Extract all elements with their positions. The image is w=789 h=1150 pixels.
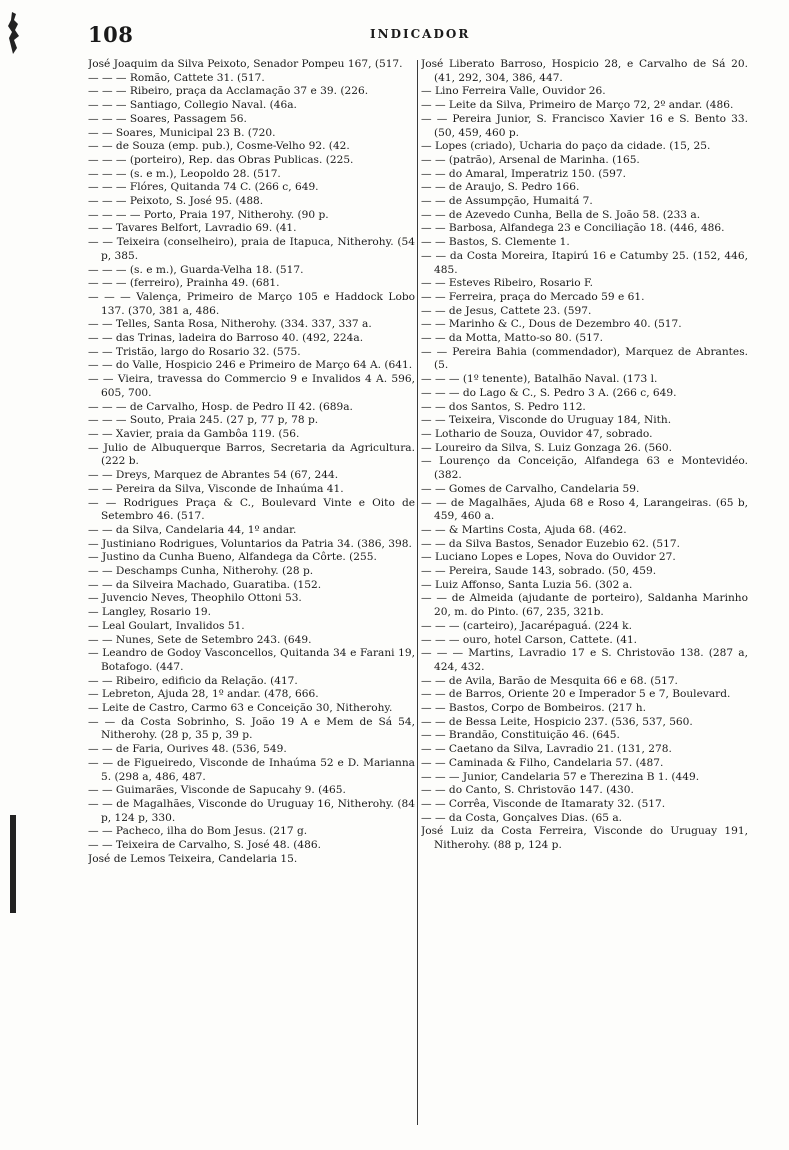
directory-entry: — — Marinho & C., Dous de Dezembro 40. (517. [421, 318, 682, 331]
directory-entry: — — Caminada & Filho, Candelaria 57. (487. [421, 756, 664, 769]
directory-entry: — — da Costa Moreira, Itapirú 16 e Catumby 25. (152, 446, 485. [421, 249, 748, 276]
directory-entry: — — — Romão, Cattete 31. (517. [88, 71, 265, 84]
directory-entry: — — de Almeida (ajudante de porteiro), Saldanha Marinho 20, m. do Pinto. (67, 235, 321b. [421, 592, 748, 619]
directory-entry: — Lopes (criado), Ucharia do paço da cidade. (15, 25. [421, 140, 711, 153]
directory-entry: — Lothario de Souza, Ouvidor 47, sobrado. [421, 427, 653, 440]
directory-entry: — — — Martins, Lavradio 17 e S. Christovão 138. (287 a, 424, 432. [421, 647, 748, 673]
two-column-listing [88, 58, 748, 1138]
directory-entry: — — de Figueiredo, Visconde de Inhaúma 52 e D. Marianna 5. (298 a, 486, 487. [88, 756, 415, 783]
directory-entry: — — — Santiago, Collegio Naval. (46a. [88, 99, 297, 112]
directory-entry: — — da Silva, Candelaria 44, 1º andar. [88, 523, 297, 536]
directory-entry: — — — do Lago & C., S. Pedro 3 A. (266 c, 649. [421, 386, 677, 399]
directory-entry: — Leite de Castro, Carmo 63 e Conceição 30, Nitherohy. [88, 702, 393, 715]
directory-entry: — — Pacheco, ilha do Bom Jesus. (217 g. [88, 825, 308, 838]
right-entry-list [421, 58, 748, 853]
directory-entry: — — da Costa Sobrinho, S. João 19 A e Mem de Sá 54, Nitherohy. (28 p, 35 p, 39 p. [88, 715, 415, 742]
directory-entry: — — do Valle, Hospicio 246 e Primeiro de Março 64 A. (641. [88, 359, 413, 372]
directory-entry: — — Soares, Municipal 23 B. (720. [88, 126, 276, 139]
left-entry-list [88, 58, 415, 866]
directory-entry: — — das Trinas, ladeira do Barroso 40. (492, 224a. [88, 332, 364, 345]
directory-entry: — — — Souto, Praia 245. (27 p, 77 p, 78 p. [88, 414, 319, 427]
directory-entry: — — de Araujo, S. Pedro 166. [421, 181, 580, 194]
directory-entry: — — — Ribeiro, praça da Acclamação 37 e 39. (226. [88, 85, 369, 98]
directory-entry: — — — (ferreiro), Prainha 49. (681. [88, 277, 280, 290]
directory-entry: — — Ribeiro, edificio da Relação. (417. [88, 674, 298, 687]
directory-entry: — — — ouro, hotel Carson, Cattete. (41. [421, 633, 638, 646]
directory-entry: — — — Valença, Primeiro de Março 105 e Haddock Lobo 137. (370, 381 a, 486. [88, 290, 415, 317]
directory-entry: — — Brandão, Constituição 46. (645. [421, 729, 620, 742]
directory-entry: — Justino da Cunha Bueno, Alfandega da Côrte. (255. [88, 551, 377, 564]
directory-entry: — — de Avila, Barão de Mesquita 66 e 68. (517. [421, 674, 678, 687]
directory-entry: — Luciano Lopes e Lopes, Nova do Ouvidor 27. [421, 551, 676, 564]
directory-entry: — — da Costa, Gonçalves Dias. (65 a. [421, 811, 623, 824]
directory-entry: — — — (s. e m.), Guarda-Velha 18. (517. [88, 263, 304, 276]
directory-entry: — — de Bessa Leite, Hospicio 237. (536, 537, 560. [421, 715, 693, 728]
directory-entry: — — Pereira, Saude 143, sobrado. (50, 459. [421, 565, 657, 578]
directory-entry: — — Pereira Bahia (commendador), Marquez de Abrantes. (5. [421, 345, 748, 372]
directory-entry: — Lino Ferreira Valle, Ouvidor 26. [421, 85, 606, 98]
directory-entry: — — da Motta, Matto-so 80. (517. [421, 332, 603, 345]
right-column [421, 58, 748, 1138]
directory-entry: — — Tavares Belfort, Lavradio 69. (41. [88, 222, 297, 235]
directory-entry: — — Barbosa, Alfandega 23 e Conciliação 18. (446, 486. [421, 222, 725, 235]
left-column [88, 58, 415, 1138]
directory-entry: — — — — Porto, Praia 197, Nitherohy. (90 p. [88, 208, 329, 221]
directory-entry: — — Dreys, Marquez de Abrantes 54 (67, 244. [88, 469, 339, 482]
directory-entry: — — Bastos, Corpo de Bombeiros. (217 h. [421, 702, 646, 715]
directory-entry: — — — (porteiro), Rep. das Obras Publicas. (225. [88, 153, 354, 166]
directory-entry: — — Teixeira de Carvalho, S. José 48. (486. [88, 839, 321, 852]
directory-entry: — — Corrêa, Visconde de Itamaraty 32. (517. [421, 797, 666, 810]
directory-entry: — — & Martins Costa, Ajuda 68. (462. [421, 523, 627, 536]
column-divider [417, 60, 418, 1125]
directory-entry: — — — Junior, Candelaria 57 e Therezina B 1. (449. [421, 770, 700, 783]
directory-entry: — — de Jesus, Cattete 23. (597. [421, 304, 592, 317]
margin-ink-mark [10, 815, 16, 913]
directory-entry: — — de Faria, Ourives 48. (536, 549. [88, 743, 287, 756]
ink-blot-mark [6, 10, 24, 60]
directory-entry: — — de Azevedo Cunha, Bella de S. João 58. (233 a. [421, 208, 701, 221]
directory-entry: — — — (carteiro), Jacarépaguá. (224 k. [421, 619, 632, 632]
directory-entry: — — Bastos, S. Clemente 1. [421, 236, 570, 249]
directory-entry: — — da Silveira Machado, Guaratiba. (152. [88, 578, 322, 591]
directory-entry: — — Gomes de Carvalho, Candelaria 59. [421, 482, 640, 495]
directory-entry: — — de Magalhães, Ajuda 68 e Roso 4, Larangeiras. (65 b, 459, 460 a. [421, 496, 748, 523]
directory-entry: — — do Canto, S. Christovão 147. (430. [421, 784, 634, 797]
directory-entry: — — Nunes, Sete de Setembro 243. (649. [88, 633, 312, 646]
directory-entry: — — (patrão), Arsenal de Marinha. (165. [421, 153, 640, 166]
directory-entry: — — Telles, Santa Rosa, Nitherohy. (334. 337, 337 a. [88, 318, 372, 331]
directory-entry: — Julio de Albuquerque Barros, Secretaria da Agricultura. (222 b. [88, 441, 415, 468]
directory-entry: — Luiz Affonso, Santa Luzia 56. (302 a. [421, 578, 633, 591]
directory-entry: — Justiniano Rodrigues, Voluntarios da Patria 34. (386, 398. [88, 537, 412, 550]
directory-entry: — Lourenço da Conceição, Alfandega 63 e Montevidéo. (382. [421, 455, 748, 482]
directory-entry: José Joaquim da Silva Peixoto, Senador Pompeu 167, (517. [88, 58, 403, 70]
directory-entry: — — Vieira, travessa do Commercio 9 e Invalidos 4 A. 596, 605, 700. [88, 373, 415, 399]
directory-entry: — Leal Goulart, Invalidos 51. [88, 619, 245, 632]
directory-entry: — — Xavier, praia da Gambôa 119. (56. [88, 427, 300, 440]
directory-entry: — Leandro de Godoy Vasconcellos, Quitanda 34 e Farani 19, Botafogo. (447. [88, 647, 415, 673]
directory-entry: — — Guimarães, Visconde de Sapucahy 9. (465. [88, 784, 346, 797]
directory-entry: — — Leite da Silva, Primeiro de Março 72, 2º andar. (486. [421, 99, 734, 112]
directory-entry: — — Caetano da Silva, Lavradio 21. (131, 278. [421, 743, 672, 756]
directory-entry: — Lebreton, Ajuda 28, 1º andar. (478, 666. [88, 688, 319, 701]
directory-entry: — — Rodrigues Praça & C., Boulevard Vinte e Oito de Setembro 46. (517. [88, 496, 415, 523]
page-number: 108 [88, 22, 134, 47]
directory-entry: — — do Amaral, Imperatriz 150. (597. [421, 167, 626, 180]
running-title: INDICADOR [370, 27, 471, 41]
directory-entry: — — Tristão, largo do Rosario 32. (575. [88, 345, 301, 358]
directory-entry: — — — Flóres, Quitanda 74 C. (266 c, 649. [88, 181, 319, 194]
directory-entry: — — Esteves Ribeiro, Rosario F. [421, 277, 594, 290]
directory-entry: — — de Souza (emp. pub.), Cosme-Velho 92. (42. [88, 140, 350, 153]
directory-entry: — — — Soares, Passagem 56. [88, 112, 247, 125]
page-header [88, 22, 728, 50]
directory-entry: — — dos Santos, S. Pedro 112. [421, 400, 586, 413]
directory-entry: — — Teixeira, Visconde do Uruguay 184, Nith. [421, 414, 672, 427]
directory-entry: — — da Silva Bastos, Senador Euzebio 62. (517. [421, 537, 680, 550]
directory-entry: — — Ferreira, praça do Mercado 59 e 61. [421, 290, 645, 303]
directory-entry: — — de Assumpção, Humaitá 7. [421, 195, 593, 208]
directory-entry: — — de Magalhães, Visconde do Uruguay 16, Nitherohy. (84 p, 124 p, 330. [88, 797, 415, 824]
directory-entry: — Loureiro da Silva, S. Luiz Gonzaga 26. (560. [421, 441, 673, 454]
directory-entry: José de Lemos Teixeira, Candelaria 15. [88, 852, 298, 865]
directory-entry: — — — (s. e m.), Leopoldo 28. (517. [88, 167, 281, 180]
directory-entry: José Liberato Barroso, Hospicio 28, e Carvalho de Sá 20. (41, 292, 304, 386, 447. [421, 58, 748, 84]
directory-entry: — — de Barros, Oriente 20 e Imperador 5 e 7, Boulevard. [421, 688, 731, 701]
directory-entry: — — — de Carvalho, Hosp. de Pedro II 42. (689a. [88, 400, 353, 413]
directory-entry: — — Teixeira (conselheiro), praia de Itapuca, Nitherohy. (54 p, 385. [88, 236, 415, 262]
directory-entry: — Langley, Rosario 19. [88, 606, 212, 619]
directory-entry: José Luiz da Costa Ferreira, Visconde do Uruguay 191, Nitherohy. (88 p, 124 p. [421, 825, 748, 852]
directory-entry: — — — Peixoto, S. José 95. (488. [88, 195, 264, 208]
directory-entry: — Juvencio Neves, Theophilo Ottoni 53. [88, 592, 302, 605]
directory-entry: — — Pereira Junior, S. Francisco Xavier 16 e S. Bento 33. (50, 459, 460 p. [421, 112, 748, 139]
directory-entry: — — Deschamps Cunha, Nitherohy. (28 p. [88, 565, 314, 578]
directory-entry: — — — (1º tenente), Batalhão Naval. (173 l. [421, 373, 658, 386]
directory-entry: — — Pereira da Silva, Visconde de Inhaúma 41. [88, 482, 344, 495]
